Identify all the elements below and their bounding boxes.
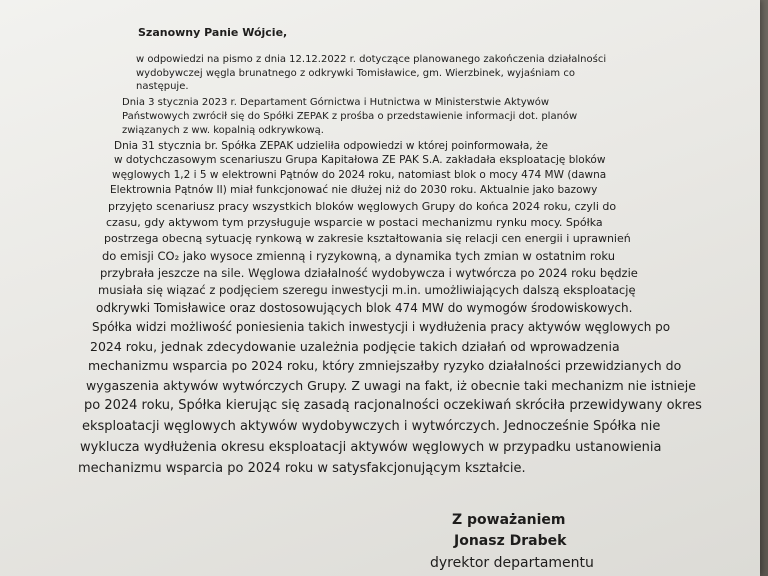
letter-line: Elektrownia Pątnów II) miał funkcjonować nie dłużej niż do 2030 roku. Aktualnie jako bazowy [110,184,598,196]
letter-line: do emisji CO₂ jako wysoce zmienną i ryzykowną, a dynamika tych zmian w ostatnim roku [102,249,615,263]
letter-line: wydobywczej węgla brunatnego z odkrywki Tomisławice, gm. Wierzbinek, wyjaśniam co [136,68,575,79]
letter-line: węglowych 1,2 i 5 w elektrowni Pątnów do 2024 roku, natomiast blok o mocy 474 MW (dawna [112,169,607,181]
letter-line: Dnia 31 stycznia br. Spółka ZEPAK udzieliła odpowiedzi w której poinformowała, że [114,140,548,152]
letter-line: przybrała jeszcze na sile. Węglowa działalność wydobywcza i wytwórcza po 2024 roku będzie [100,266,638,280]
letter-line: mechanizmu wsparcia po 2024 roku, który zmniejszałby ryzyko działalności przewidzianych do [88,358,682,373]
closing-text: Z poważaniem [452,512,566,528]
letter-line: mechanizmu wsparcia po 2024 roku w satysfakcjonującym kształcie. [78,461,526,476]
letter-line: 2024 roku, jednak zdecydowanie uzależnia podjęcie takich działań od wprowadzenia [90,339,620,354]
letter-line: następuje. [136,81,189,92]
letter-line: w dotychczasowym scenariuszu Grupa Kapitałowa ZE PAK S.A. zakładała eksploatację bloków [114,154,606,166]
letter-line: po 2024 roku, Spółka kierując się zasadą racjonalności oczekiwań skróciła przewidywany okres [84,398,702,413]
letter-line: przyjęto scenariusz pracy wszystkich bloków węglowych Grupy do końca 2024 roku, czyli do [108,200,617,213]
letter-line: Państwowych zwrócił się do Spółki ZEPAK z prośba o przedstawienie informacji dot. planów [122,111,578,122]
letter-line: Spółka widzi możliwość poniesienia takich inwestycji i wydłużenia pracy aktywów węglowych po [92,320,671,334]
letter-line: eksploatacji węglowych aktywów wydobywczych i wytwórczych. Jednocześnie Spółka nie [82,419,661,434]
letter-line: związanych z ww. kopalnią odkrywkową. [122,125,324,136]
letter-line: wygaszenia aktywów wytwórczych Grupy. Z uwagi na fakt, iż obecnie taki mechanizm nie istnieje [86,378,696,393]
letter-line: w odpowiedzi na pismo z dnia 12.12.2022 r. dotyczące planowanego zakończenia działalności [136,54,607,65]
letter-line: wyklucza wydłużenia okresu eksploatacji aktywów węglowych w przypadku ustanowienia [80,440,662,455]
letter-line: Dnia 3 stycznia 2023 r. Departament Górnictwa i Hutnictwa w Ministerstwie Aktywów [122,97,550,108]
letter-line: odkrywki Tomisławice oraz dostosowujących blok 474 MW do wymogów środowiskowych. [96,301,633,315]
letter-line: musiała się wiązać z podjęciem szeregu inwestycji m.in. umożliwiających dalszą eksploatację [98,283,636,297]
letter-line: postrzega obecną sytuację rynkową w zakresie kształtowania się relacji cen energii i uprawnień [104,232,631,245]
letter-greeting: Szanowny Panie Wójcie, [138,26,288,39]
letter-line: czasu, gdy aktywom tym przysługuje wsparcie w postaci mechanizmu rynku mocy. Spółka [106,216,603,229]
signer-name: Jonasz Drabek [454,533,567,549]
signer-title: dyrektor departamentu [430,555,594,571]
